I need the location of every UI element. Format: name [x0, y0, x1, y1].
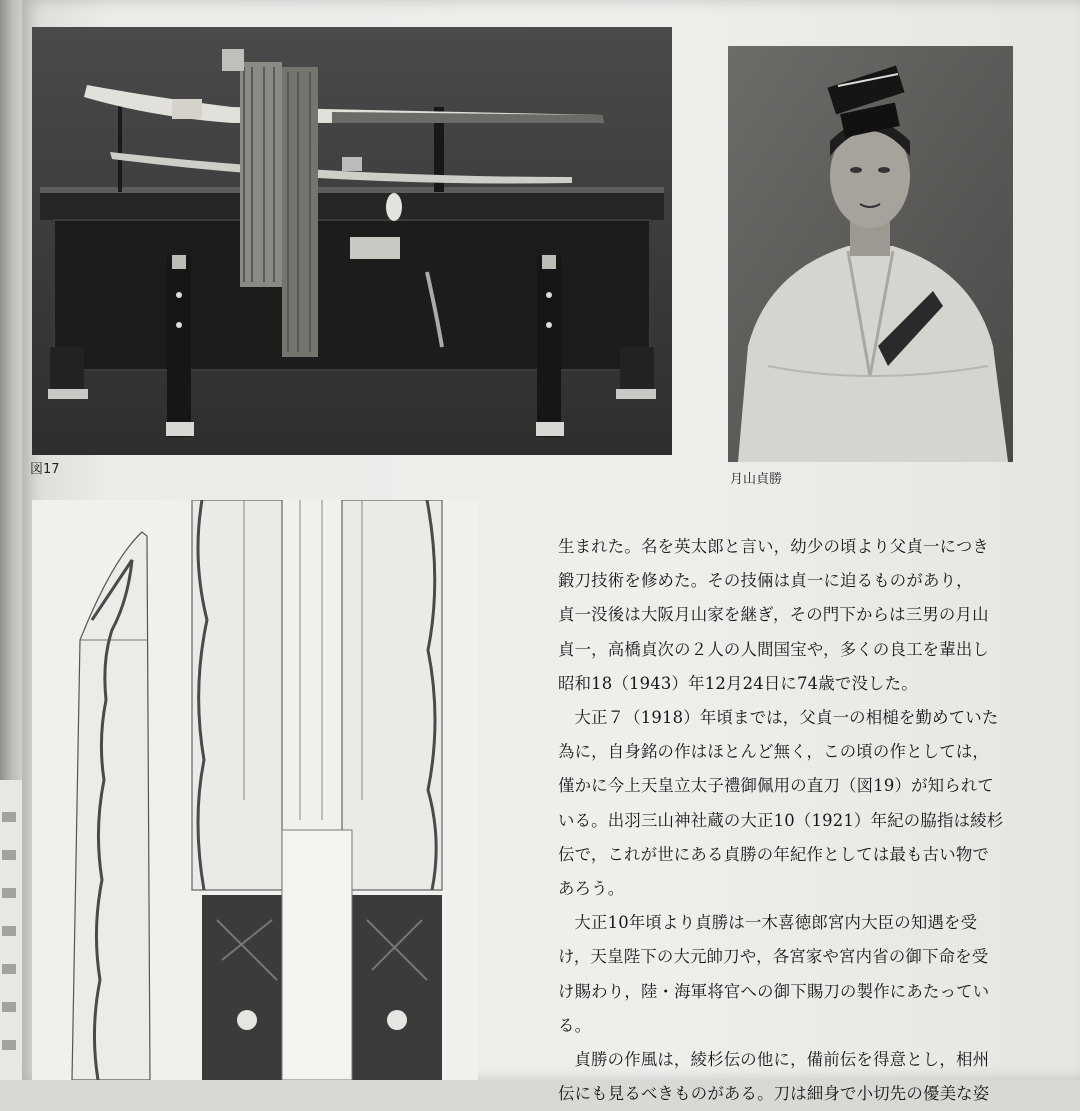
text-line: あろう。: [558, 879, 625, 899]
text-line: 生まれた。名を英太郎と言い，幼少の頃より父貞一につき: [558, 537, 990, 556]
blade-oshigata-illustration: [32, 500, 478, 1080]
text-line: 大正10年頃より貞勝は一木喜徳郎宮内大臣の知遇を受: [574, 913, 978, 933]
portrait-photo: [728, 46, 1013, 462]
article-body-text: [558, 530, 1038, 1111]
text-line: 伝にも見るべきものがある。刀は細身で小切先の優美な姿: [558, 1084, 990, 1104]
text-line: いる。出羽三山神社蔵の大正10（1921）年紀の脇指は綾杉: [558, 810, 1004, 830]
text-line: 僅かに今上天皇立太子禮御佩用の直刀（図19）が知られて: [558, 776, 995, 796]
text-line: け賜わり，陸・海軍将官への御下賜刀の製作にあたってい: [558, 981, 990, 1001]
figure-17-caption: 図17: [30, 462, 60, 477]
text-line: 大正７（1918）年頃までは，父貞一の相槌を勤めていた: [574, 708, 999, 728]
text-line: 昭和18（1943）年12月24日に74歳で没した。: [558, 673, 918, 693]
previous-page-edge: [0, 0, 22, 1080]
text-line: 鍛刀技術を修めた。その技倆は貞一に迫るものがあり，: [558, 571, 973, 591]
text-line: る。: [558, 1015, 592, 1035]
text-line: 貞一，高橋貞次の２人の人間国宝や，多くの良工を輩出し: [558, 639, 990, 659]
text-line: 為に，自身銘の作はほとんど無く，この頃の作としては，: [558, 742, 990, 762]
text-line: 貞勝の作風は，綾杉伝の他に，備前伝を得意とし，相州: [574, 1050, 990, 1070]
portrait-caption: 月山貞勝: [730, 472, 783, 487]
text-line: け，天皇陛下の大元帥刀や，各宮家や宮内省の御下命を受: [558, 947, 989, 967]
sword-display-photo: [32, 27, 672, 455]
text-line: 伝で，これが世にある貞勝の年紀作としては最も古い物で: [558, 844, 990, 864]
text-line: 貞一没後は大阪月山家を継ぎ，その門下からは三男の月山: [558, 605, 989, 625]
